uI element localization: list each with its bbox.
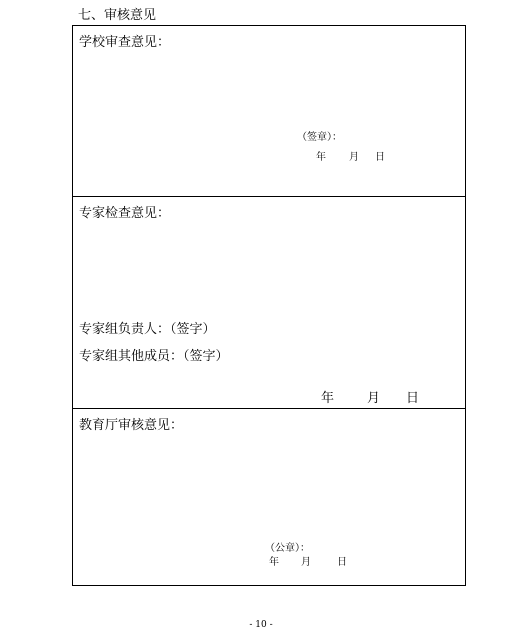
school-date-day: 日	[375, 152, 385, 163]
education-dept-review-box	[72, 408, 466, 586]
school-review-box	[72, 25, 466, 197]
school-date-year: 年	[316, 152, 326, 163]
expert-date-year: 年	[321, 391, 335, 406]
education-dept-date-month: 月	[301, 557, 311, 568]
school-seal-label: （签章）：	[297, 132, 342, 143]
expert-date-month: 月	[367, 391, 381, 406]
education-dept-date-day: 日	[337, 557, 347, 568]
education-dept-review-title: 教育厅审核意见：	[79, 418, 184, 433]
expert-review-box	[72, 196, 466, 409]
school-review-title: 学校审查意见：	[79, 35, 171, 50]
page-number: - 10 -	[249, 620, 273, 630]
expert-date-day: 日	[406, 391, 420, 406]
education-dept-date-year: 年	[269, 557, 279, 568]
expert-review-title: 专家检查意见：	[79, 206, 171, 221]
school-date-month: 月	[349, 152, 359, 163]
section-heading: 七、审核意见	[78, 8, 157, 23]
education-dept-seal-label: （公章）：	[265, 543, 310, 554]
expert-leader-signature-label: 专家组负责人：（签字）	[79, 322, 216, 337]
expert-members-signature-label: 专家组其他成员：（签字）	[79, 349, 229, 364]
